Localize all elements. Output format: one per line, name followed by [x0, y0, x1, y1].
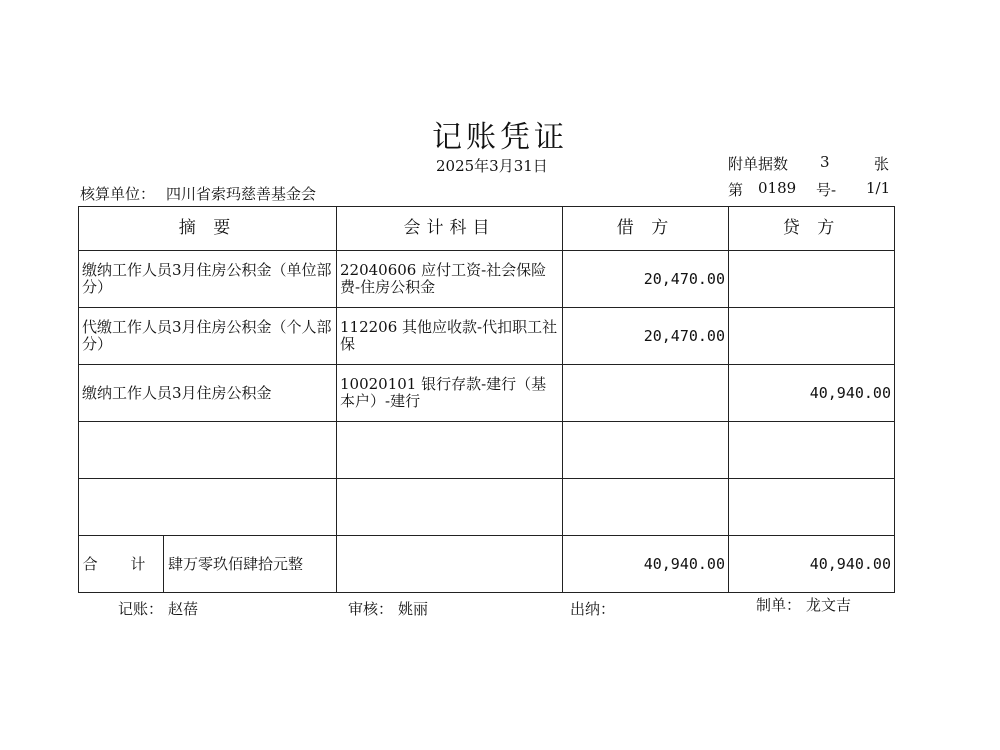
table-row	[79, 422, 895, 479]
row-summary: 缴纳工作人员3月住房公积金	[79, 365, 337, 422]
reviewer-name: 姚丽	[398, 600, 429, 618]
row-credit	[729, 308, 895, 365]
voucher-no-prefix: 第	[728, 181, 744, 199]
row-account: 22040606 应付工资-社会保险费-住房公积金	[337, 251, 563, 308]
total-credit: 40,940.00	[729, 536, 895, 593]
cashier-label: 出纳：	[570, 600, 616, 618]
total-row	[79, 536, 895, 593]
row-debit: 20,470.00	[563, 251, 729, 308]
row-debit	[563, 365, 729, 422]
reviewer-label: 审核：	[348, 600, 394, 618]
total-summary-cell	[79, 536, 337, 593]
voucher-no-suffix: 号-	[816, 181, 837, 199]
preparer-label: 制单：	[756, 596, 802, 614]
header-summary: 摘 要	[79, 207, 337, 251]
header-credit: 贷 方	[729, 207, 895, 251]
row-credit: 40,940.00	[729, 365, 895, 422]
attachment-count: 3	[820, 153, 830, 171]
row-summary	[79, 479, 337, 536]
table-row	[79, 251, 895, 308]
attachment-unit: 张	[874, 155, 890, 173]
table-row	[79, 365, 895, 422]
attachment-label: 附单据数	[728, 155, 789, 173]
row-account: 10020101 银行存款-建行（基本户）-建行	[337, 365, 563, 422]
preparer-name: 龙文吉	[806, 596, 852, 614]
row-debit	[563, 422, 729, 479]
total-debit: 40,940.00	[563, 536, 729, 593]
table-row	[79, 479, 895, 536]
voucher-page: 1/1	[866, 179, 891, 197]
row-summary: 缴纳工作人员3月住房公积金（单位部分）	[79, 251, 337, 308]
unit-label: 核算单位：	[80, 185, 156, 203]
total-label: 合 计	[79, 536, 164, 592]
table-row	[79, 308, 895, 365]
row-summary	[79, 422, 337, 479]
row-debit: 20,470.00	[563, 308, 729, 365]
row-account	[337, 422, 563, 479]
total-account-cell	[337, 536, 563, 593]
row-credit	[729, 422, 895, 479]
total-amount-words: 肆万零玖佰肆拾元整	[168, 554, 304, 573]
header-row	[79, 207, 895, 251]
voucher-number: 0189	[758, 179, 797, 197]
row-debit	[563, 479, 729, 536]
row-account: 112206 其他应收款-代扣职工社保	[337, 308, 563, 365]
row-credit	[729, 251, 895, 308]
row-account	[337, 479, 563, 536]
unit-name: 四川省索玛慈善基金会	[166, 185, 317, 203]
row-summary: 代缴工作人员3月住房公积金（个人部分）	[79, 308, 337, 365]
row-credit	[729, 479, 895, 536]
voucher-table	[78, 206, 895, 593]
header-account: 会计科目	[337, 207, 563, 251]
bookkeeper-name: 赵蓓	[168, 600, 199, 618]
header-debit: 借 方	[563, 207, 729, 251]
bookkeeper-label: 记账：	[118, 600, 164, 618]
voucher-date: 2025年3月31日	[436, 157, 548, 175]
voucher-title: 记账凭证	[432, 120, 568, 155]
